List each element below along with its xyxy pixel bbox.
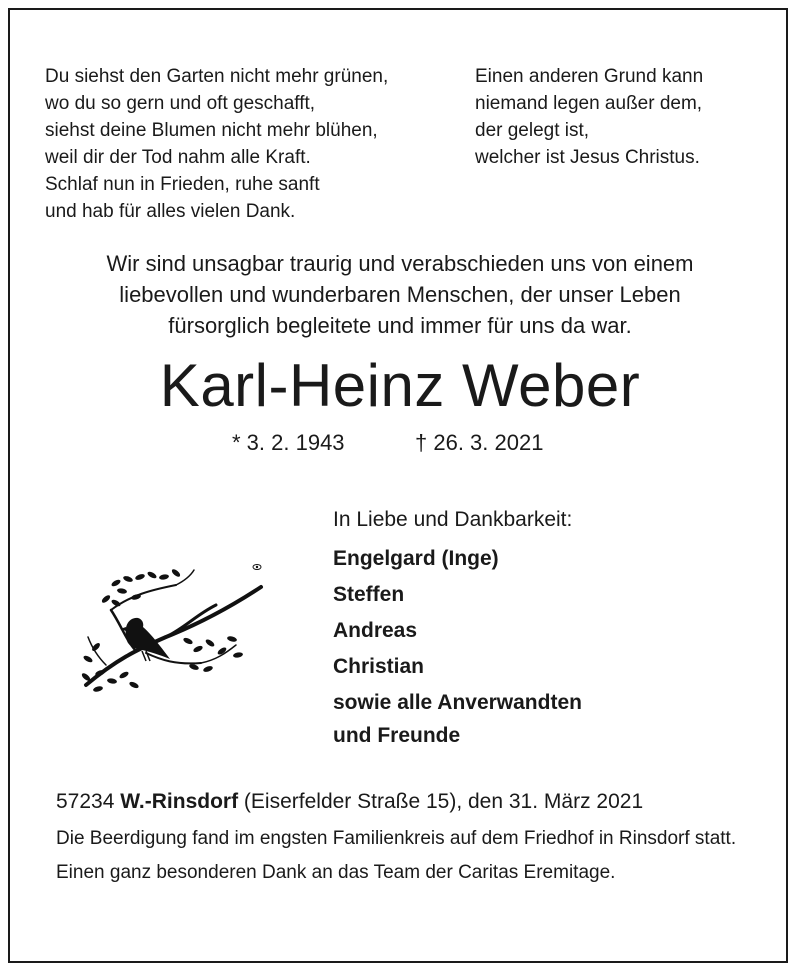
bible-verse-line: welcher ist Jesus Christus. xyxy=(475,147,700,168)
verse-line: wo du so gern und oft geschafft, xyxy=(45,93,316,114)
verse-line: siehst deine Blumen nicht mehr blühen, xyxy=(45,120,378,141)
verse-line: Schlaf nun in Frieden, ruhe sanft xyxy=(45,174,320,195)
deceased-name: Karl-Heinz Weber xyxy=(159,352,641,419)
intro-line: liebevollen und wunderbaren Menschen, der unser Leben xyxy=(119,282,681,307)
intro-text xyxy=(20,248,780,341)
family-member: und Freunde xyxy=(333,724,461,747)
verse-line: Du siehst den Garten nicht mehr grünen, xyxy=(45,66,389,87)
mourners-block xyxy=(333,505,582,750)
mourners-heading: In Liebe und Dankbarkeit: xyxy=(333,508,573,531)
verse-line: und hab für alles vielen Dank. xyxy=(45,201,296,222)
family-member: Engelgard (Inge) xyxy=(333,547,499,570)
family-member: Andreas xyxy=(333,619,418,642)
verse-line: weil dir der Tod nahm alle Kraft. xyxy=(45,147,311,168)
family-list xyxy=(333,541,582,750)
family-member: Steffen xyxy=(333,583,405,606)
verse-right xyxy=(475,63,703,171)
address-date: (Eiserfelder Straße 15), den 31. März 2021 xyxy=(243,790,644,813)
thanks-note: Einen ganz besonderen Dank an das Team der Caritas Eremitage. xyxy=(56,862,616,883)
birth-date: * 3. 2. 1943 xyxy=(232,430,345,455)
bible-verse-line: niemand legen außer dem, xyxy=(475,93,703,114)
verse-left xyxy=(45,63,388,225)
bird-on-branch-icon xyxy=(76,555,276,695)
footer xyxy=(56,787,756,895)
family-member: sowie alle Anverwandten xyxy=(333,691,582,714)
location-line xyxy=(56,787,756,817)
intro-line: Wir sind unsagbar traurig und verabschieden uns von einem xyxy=(106,251,694,276)
family-member: Christian xyxy=(333,655,425,678)
postal-code: 57234 xyxy=(56,790,115,813)
bible-verse-line: der gelegt ist, xyxy=(475,120,590,141)
funeral-note: Die Beerdigung fand im engsten Familienkreis auf dem Friedhof in Rinsdorf statt. xyxy=(56,828,737,849)
death-date: † 26. 3. 2021 xyxy=(415,430,544,455)
intro-line: fürsorglich begleitete und immer für uns da war. xyxy=(168,313,632,338)
bible-verse-line: Einen anderen Grund kann xyxy=(475,66,704,87)
town-name: W.-Rinsdorf xyxy=(120,790,239,813)
